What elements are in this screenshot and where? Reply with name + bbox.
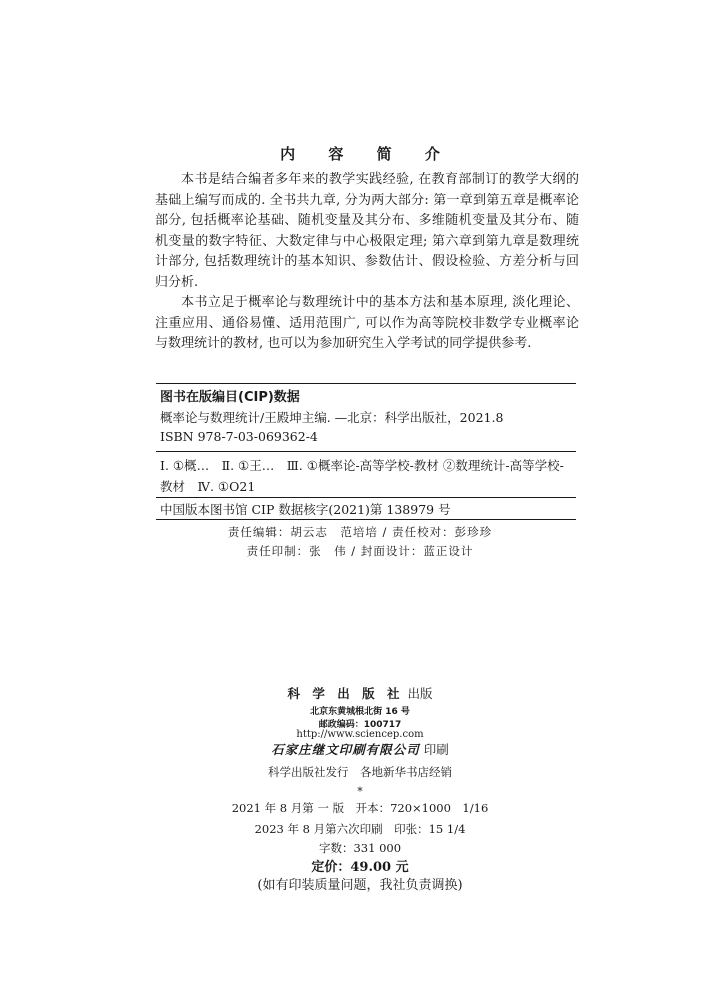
- printer-suffix: 印刷: [423, 742, 449, 757]
- cip-number: 中国版本图书馆 CIP 数据核字(2021)第 138979 号: [160, 502, 451, 517]
- intro-title: 内 容 简 介: [280, 145, 454, 163]
- responsible-printing: 责任印制：张 伟 / 封面设计：蓝正设计: [246, 544, 474, 558]
- separator-star: *: [357, 785, 363, 798]
- intro-body: [155, 170, 579, 355]
- cip-isbn: ISBN 978-7-03-069362-4: [160, 429, 318, 444]
- publisher-logotype: 科 学 出 版 社: [287, 686, 404, 701]
- printer-logotype: 石家庄继文印刷有限公司: [271, 742, 420, 757]
- cip-bottom-rule: [156, 519, 576, 520]
- edition-line: 2021 年 8 月第 一 版 开本：720×1000 1/16: [231, 801, 489, 815]
- publisher-address: 北京东黄城根北街 16 号: [310, 707, 410, 717]
- price: 定价：49.00 元: [311, 860, 409, 875]
- cip-title-line: 概率论与数理统计/王殿坤主编. —北京：科学出版社，2021.8: [160, 410, 504, 425]
- publisher-suffix: 出版: [407, 686, 433, 701]
- responsible-editors: 责任编辑：胡云志 范培培 / 责任校对：彭珍珍: [227, 525, 493, 539]
- publisher-postcode: 邮政编码：100717: [318, 720, 402, 730]
- cip-subject-line: Ⅰ. ①概… Ⅱ. ①王… Ⅲ. ①概率论-高等学校-教材 ②数理统计-高等学校-教材 Ⅳ. ①O21: [160, 458, 564, 494]
- printer-line: [0, 740, 720, 758]
- intro-paragraph: 本书立足于概率论与数理统计中的基本方法和基本原理, 淡化理论、注重应用、通俗易懂、适用范围广, 可以作为高等院校非数学专业概率论与数理统计的教材, 也可以为参加研究生入学考试的同学提供参考.: [155, 295, 579, 351]
- distribution-line: 科学出版社发行 各地新华书店经销: [268, 765, 452, 779]
- cip-top-rule: [156, 383, 576, 384]
- cip-mid-rule: [156, 451, 576, 452]
- publisher-url: http://www.sciencep.com: [296, 729, 424, 740]
- word-count: 字数：331 000: [318, 841, 402, 855]
- printing-line: 2023 年 8 月第六次印刷 印张：15 1/4: [254, 822, 466, 836]
- cip-lower-rule: [156, 497, 576, 498]
- cip-heading: 图书在版编目(CIP)数据: [160, 390, 300, 405]
- intro-paragraph: 本书是结合编者多年来的教学实践经验, 在教育部制订的教学大纲的基础上编写而成的. 全书共九章, 分为两大部分: 第一章到第五章是概率论部分, 包括概率论基础、随机变量及其分布、多维随机变量及其分布、随机变量的数字特征、大数定律与中心极限定理; 第六章到第九章是数理统计部分, 包括数理统计的基本知识、参数估计、假设检验、方差分析与回归分析.: [155, 172, 579, 290]
- publisher-name: [0, 684, 720, 702]
- quality-notice: (如有印装质量问题，我社负责调换): [257, 878, 463, 893]
